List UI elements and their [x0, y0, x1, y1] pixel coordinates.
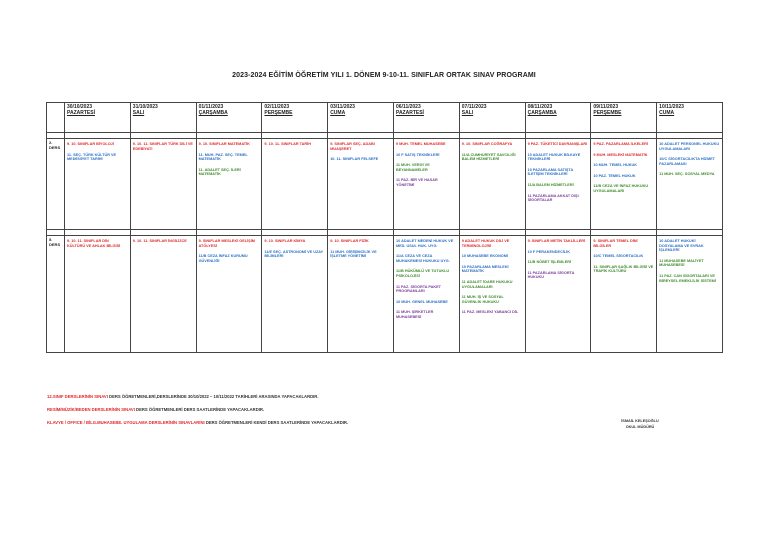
exam-entry: 11 PAZ. CAN SİGORTALARI VE BİREYSEL EMEKLİLİK SİSTEMİ [659, 273, 716, 283]
date-text: 30/10/2023 [67, 104, 93, 110]
exam-entry: 9 PAZ. TÜKETİCİ DAVRANIŞLARI [527, 142, 588, 146]
date-text: 03/11/2023 [330, 104, 355, 110]
exam-entry: 9 ADALET HUKUK DİLİ VE TERMİNOLOJİSİ [461, 239, 510, 248]
exam-entry: 9. SINIFLAR METİN TAKLİLLERİ [527, 239, 586, 243]
exam-entry: 11 MUH. GİRİŞİMCİLİK VE İŞLETME YÖNETİMİ [330, 249, 377, 259]
exam-entry: 9. 10. SINIFLAR COĞRAFYA [461, 142, 513, 146]
day-text: PERŞEMBE [593, 110, 622, 116]
date-text: 10/11/2023 [659, 104, 684, 110]
exam-cell [65, 236, 131, 353]
note-key: 12.SINIF DERSLERİNİN SINAVI [47, 394, 108, 399]
exam-entry: 9 MUH. TEMEL MUHASEBE [395, 142, 446, 146]
exam-entry: 10/C TEMEL SİGORTACILIK [593, 254, 644, 259]
date-text: 06/11/2023 [395, 104, 421, 110]
exam-entry: 10 ADALET HUKUK BİLKAYE TEKNİKLERİ [527, 152, 581, 162]
exam-cell [657, 139, 723, 230]
exam-entry: 10 ADALET PERSONEL HUKUKU UYGULAMALARI [659, 142, 720, 151]
date-text: 08/11/2023 [527, 104, 553, 110]
date-header [262, 103, 328, 133]
exam-entry: 9 MUH. MESLEKİ MATEMATİK [593, 152, 648, 157]
exam-entry: 9. SINIFLAR SEÇ. ADABI MUAŞERET [330, 142, 375, 151]
day-text: PAZARTESİ [395, 110, 424, 116]
date-header [525, 103, 591, 133]
exam-entry: 9. 10. 11. SINIFLAR İNGİLİZCE [132, 239, 187, 243]
exam-entry: 11 MUHASEBE MALİYET MUHASEBESİ [659, 258, 704, 268]
exam-entry: 11. MUH. PAZ. SEÇ. TEMEL MATEMATİK [198, 152, 248, 162]
exam-entry: 9. SINIFLAR TEMEL DİNİ BİLGİLER [593, 239, 638, 248]
exam-entry: 9. 10. 11. SINIFLAR DİN KÜLTÜRÜ VE AHLAK BİLGİSİ [67, 239, 121, 248]
exam-entry: 9. 10. SINIFLAR FİZİK [330, 239, 369, 243]
exam-entry: 10 PAZ. TEMEL HUKUK [593, 173, 636, 178]
exam-entry: 11 ADALET İDARE HUKUKU UYGULAMALARI [461, 279, 513, 289]
date-text: 31/10/2023 [132, 104, 158, 110]
note-line [47, 416, 348, 429]
note-text: DERS ÖĞRETMENLERİ,DERSLERİNDE 30/10/2022 – 10/11/2022 TARİHLERİ ARASINDA YAPACAKLARDIR. [107, 394, 319, 399]
slot-label: 5. DERS [47, 236, 65, 353]
exam-entry: 11 PAZARLAMA AKKAT DIŞI SİGORTALAR [527, 193, 579, 203]
day-text: CUMA [330, 110, 346, 116]
exam-entry: 9. 10. SINIFLAR MATEMATİK [198, 142, 250, 146]
exam-entry: 11 PAZARLAMA SİGORTA HUKUKU [527, 270, 575, 280]
exam-entry: 11/B CEZA İNFAZ KURUMU GÜVENLİĞİ [198, 254, 248, 263]
day-text: SALI [461, 110, 474, 116]
date-header [328, 103, 394, 133]
signature [600, 418, 680, 430]
date-header [657, 103, 723, 133]
exam-entry: 11/A CEZA VE CEZA MUHAKEMESİ HUKUKU UYG. [395, 254, 450, 263]
exam-entry: 11. SINIFLAR SAĞLIK BİLGİSİ VE TRAFİK KÜLTÜRÜ [593, 264, 654, 274]
exam-entry: 11 MUH. SEÇ. SOSYAL MEDYA [659, 172, 715, 177]
note-key: KLAVYE / OFFICE / BİLG.MUHASEBE. UYGULAMA DERSLERİNİN SINAVLARINI [47, 420, 205, 425]
exam-cell [591, 236, 657, 353]
exam-entry: 9. 10. SINIFLAR KİMYA [264, 239, 306, 243]
exam-cell [328, 139, 394, 230]
exam-entry: 10 F PERAKENDECİLİK [527, 249, 570, 254]
note-line [47, 403, 348, 416]
header-row [47, 103, 723, 133]
principal-role: OKUL MÜDÜRÜ [625, 425, 655, 429]
exam-entry: 9 PAZ. PAZARLAMA İLKELERİ [593, 142, 648, 146]
day-text: CUMA [659, 110, 675, 116]
exam-cell [130, 236, 196, 353]
day-text: ÇARŞAMBA [198, 110, 228, 116]
note-text: DERS ÖĞRETMENLERİ KENDİ DERS SAATLERİNDE YAPACAKLARDIR. [204, 420, 349, 425]
exam-entry: 9. 10. 11. SINIFLAR TARİH [264, 142, 311, 146]
date-text: 09/11/2023 [593, 104, 619, 110]
exam-cell [65, 139, 131, 230]
exam-cell [657, 236, 723, 353]
exam-entry: 9. SINIFLAR MESLEKİ GELİŞİM ATÖLYESİ [198, 239, 255, 248]
exam-entry: 9. 10. SINIFLAR BİYOLOJİ [67, 142, 114, 146]
exam-entry: 10 ADALET MEDENİ HUKUK VE MED. USUL HUK. UYG. [395, 239, 454, 248]
exam-entry: 10 ADALET HUKUKİ DOSYALAMA VE EVRAK İŞLEMLERİ [659, 239, 704, 253]
exam-entry: 11 PAZ. MESLEKİ YABANCI DİL [461, 310, 519, 315]
exam-cell [459, 139, 525, 230]
date-text: 07/11/2023 [461, 104, 487, 110]
exam-cell [328, 236, 394, 353]
exam-entry: 10 F SATIŞ TEKNİKLERİ [395, 152, 440, 157]
exam-cell [393, 139, 459, 230]
exam-entry: 11. SEÇ. TÜRK KÜLTÜR VE MEDENİYET TARİHİ [67, 152, 117, 162]
exam-cell [130, 139, 196, 230]
exam-cell [591, 139, 657, 230]
day-text: PAZARTESİ [67, 110, 95, 116]
exam-entry: 10. 11. SINIFLAR FELSEFE [330, 157, 379, 162]
note-key: RESİM/MÜZİK/BEDEN DERSLERİNİN SINAVI [47, 407, 135, 412]
date-text: 01/11/2023 [198, 104, 224, 110]
exam-entry: 10/C SİGORTACILIKTA HİZMET PAZARLAMASI [659, 157, 715, 166]
exam-cell [459, 236, 525, 353]
exam-entry: 11 MUH. VERGİ VE BEYANNAMELER [395, 163, 430, 172]
exam-entry: 10 MUH. GENEL MUHASEBE [395, 299, 448, 304]
exam-cell [393, 236, 459, 353]
exam-cell [262, 139, 328, 230]
exam-schedule-table [46, 102, 723, 353]
exam-entry: 11/B HÜKÜMLÜ VE TUTUKLU PSİKOLOJİSİ [395, 269, 450, 278]
exam-entry: 11 PAZ. BİR VE HASAR YÖNETİMİ [395, 178, 438, 187]
exam-cell [525, 139, 591, 230]
exam-entry: 10 PAZARLAMA MESLEKİ MATEMATİK [461, 264, 509, 274]
date-header [130, 103, 196, 133]
exam-entry: 10 MUHASEBE EKONOMİ [461, 254, 508, 259]
date-text: 02/11/2023 [264, 104, 290, 110]
exam-entry: 11/B CEZA VE İNFAZ HUKUKU UYGULAMALARI [593, 184, 649, 193]
note-text: DERS ÖĞRETMENLERİ DERS SAATLERİNDE YAPACAKLARDIR. [134, 407, 265, 412]
date-header [65, 103, 131, 133]
slot-row [47, 139, 723, 230]
day-text: SALI [132, 110, 145, 116]
slot-row [47, 236, 723, 353]
exam-entry: 11 PAZ. SİGORTA PAKET PROGRAMLARI [395, 284, 441, 294]
exam-cell [262, 236, 328, 353]
exam-entry: 11/E SEÇ. ASTRONOMİ VE UZAY BİLİMLERİ [264, 249, 324, 259]
exam-entry: 11 MUH. İŞ VE SOSYAL GÜVENLİK HUKUKU [461, 295, 504, 304]
date-header [459, 103, 525, 133]
day-text: PERŞEMBE [264, 110, 293, 116]
exam-cell [196, 139, 262, 230]
date-header [196, 103, 262, 133]
exam-entry: 10 MUH. TEMEL HUKUK [593, 163, 637, 168]
corner-cell [47, 103, 65, 133]
exam-entry: 10 PAZARLAMA SATIŞTA İLETİŞİM TEKNİKLERİ [527, 167, 574, 177]
page-title: 2023-2024 EĞİTİM ÖĞRETİM YILI 1. DÖNEM 9-10-11. SINIFLAR ORTAK SINAV PROGRAMI [232, 72, 536, 79]
note-line [47, 390, 348, 403]
day-text: ÇARŞAMBA [527, 110, 557, 116]
exam-cell [196, 236, 262, 353]
exam-entry: 11/B NÖBET İŞLEMLERİ [527, 260, 572, 265]
date-header [393, 103, 459, 133]
exam-entry: 9. 10. 11. SINIFLAR TÜRK DİLİ VE EDEBİYATI [132, 142, 193, 151]
exam-entry: 11. ADALET SEÇ. İLERİ MATEMATİK [198, 167, 241, 177]
exam-entry: 11/A BALEM HİZMETLERİ [527, 182, 574, 187]
notes [47, 390, 348, 429]
date-header [591, 103, 657, 133]
slot-label: 2. DERS [47, 139, 65, 230]
exam-entry: 11/A CUMHURİYET SAVCILIĞI BALEM HİZMETLERİ [461, 152, 516, 162]
exam-cell [525, 236, 591, 353]
principal-name: İSMAİL KELEŞOĞLU [621, 419, 659, 423]
exam-entry: 11 MUH. ŞİRKETLER MUHASEBESİ [395, 310, 434, 319]
